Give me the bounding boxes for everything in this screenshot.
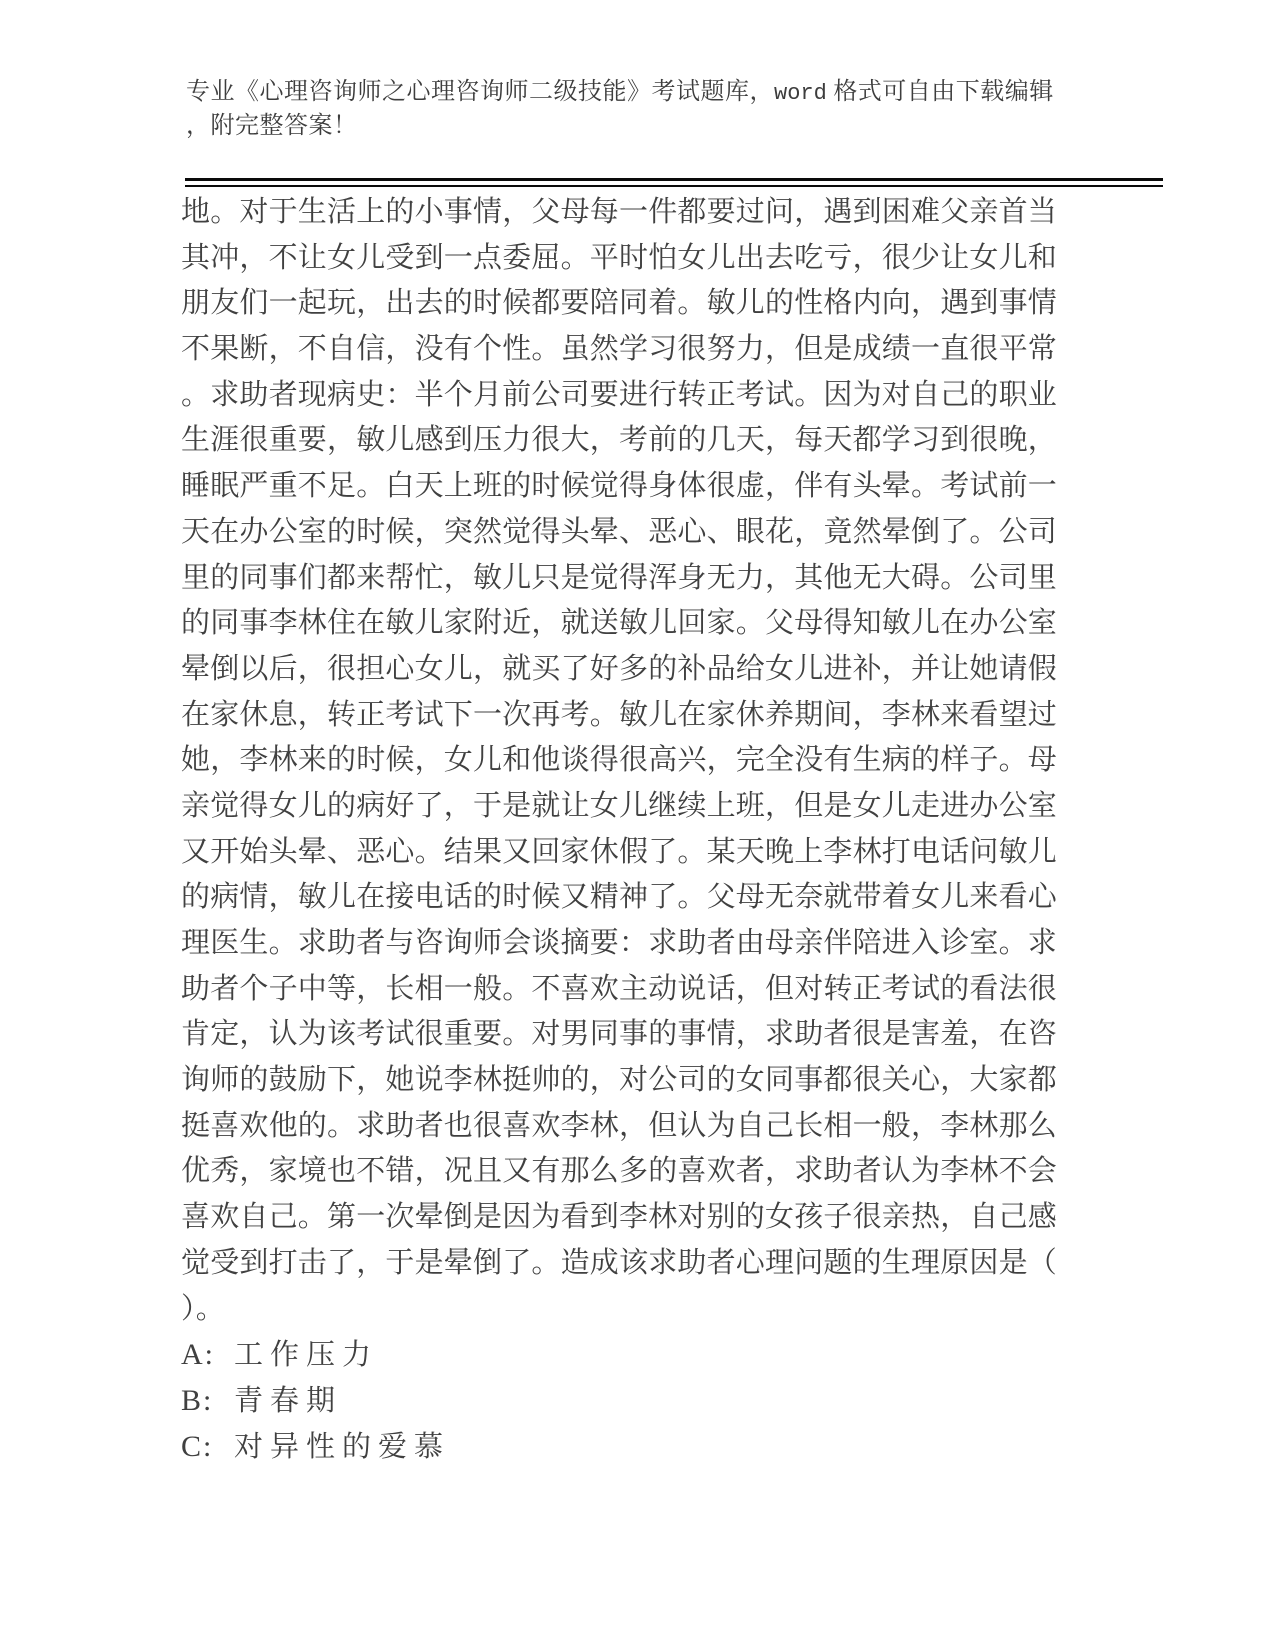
question-body-line: 她，李林来的时候，女儿和他谈得很高兴，完全没有生病的样子。母 <box>181 744 1058 777</box>
answer-option-b <box>181 1378 1065 1424</box>
option-text: 对异性的爱慕 <box>234 1430 451 1463</box>
option-letter-label: A: <box>181 1338 215 1372</box>
header-word-format-label: word <box>774 81 827 106</box>
header-separator-rule <box>185 178 1163 187</box>
question-body-line: 晕倒以后，很担心女儿，就买了好多的补品给女儿进补，并让她请假 <box>181 652 1058 685</box>
question-body-line: 不果断，不自信，没有个性。虽然学习很努力，但是成绩一直很平常 <box>181 333 1058 366</box>
question-body-line: 天在办公室的时候，突然觉得头晕、恶心、眼花，竟然晕倒了。公司 <box>181 515 1058 548</box>
answer-option-c <box>181 1424 1065 1470</box>
header-line-1 <box>186 76 1166 110</box>
question-body-line: 地。对于生活上的小事情，父母每一件都要过问，遇到困难父亲首当 <box>181 196 1058 228</box>
option-text: 青春期 <box>234 1384 343 1417</box>
question-body-line: 喜欢自己。第一次晕倒是因为看到李林对别的女孩子很亲热，自己感 <box>181 1201 1058 1234</box>
question-body-line: 挺喜欢他的。求助者也很喜欢李林，但认为自己长相一般，李林那么 <box>181 1109 1058 1142</box>
header-line-2: ，附完整答案！ <box>186 113 358 139</box>
question-body-line: 亲觉得女儿的病好了，于是就让女儿继续上班，但是女儿走进办公室 <box>181 789 1058 822</box>
question-body-line: 又开始头晕、恶心。结果又回家休假了。某天晚上李林打电话问敏儿 <box>181 835 1058 868</box>
page-header <box>186 76 1166 142</box>
question-body-line: 里的同事们都来帮忙，敏儿只是觉得浑身无力，其他无大碍。公司里 <box>181 561 1058 594</box>
option-letter-label: C: <box>181 1429 214 1463</box>
question-body-line: ）。 <box>181 1292 225 1325</box>
question-body-line: 觉受到打击了，于是晕倒了。造成该求助者心理问题的生理原因是（ <box>181 1246 1058 1279</box>
question-body-line: 在家休息，转正考试下一次再考。敏儿在家休养期间，李林来看望过 <box>181 698 1058 731</box>
header-title-suffix: 格式可自由下载编辑 <box>826 79 1054 105</box>
header-title-prefix: 专业《心理咨询师之心理咨询师二级技能》考试题库， <box>186 79 774 105</box>
question-body-line: 询师的鼓励下，她说李林挺帅的，对公司的女同事都很关心，大家都 <box>181 1064 1058 1097</box>
question-body-line: 优秀，家境也不错，况且又有那么多的喜欢者，求助者认为李林不会 <box>181 1155 1058 1188</box>
question-body-line: 。求助者现病史：半个月前公司要进行转正考试。因为对自己的职业 <box>181 378 1058 411</box>
question-text-block <box>181 190 1065 1469</box>
question-body-line: 的同事李林住在敏儿家附近，就送敏儿回家。父母得知敏儿在办公室 <box>181 607 1058 640</box>
question-body-line: 助者个子中等，长相一般。不喜欢主动说话，但对转正考试的看法很 <box>181 972 1058 1005</box>
question-body-line: 的病情，敏儿在接电话的时候又精神了。父母无奈就带着女儿来看心 <box>181 881 1058 914</box>
option-text: 工作压力 <box>234 1339 379 1372</box>
question-body-line: 其冲，不让女儿受到一点委屈。平时怕女儿出去吃亏，很少让女儿和 <box>181 241 1058 274</box>
question-body-line: 肯定，认为该考试很重要。对男同事的事情，求助者很是害羞，在咨 <box>181 1018 1058 1051</box>
question-body-line: 朋友们一起玩，出去的时候都要陪同着。敏儿的性格内向，遇到事情 <box>181 287 1058 320</box>
question-body-line: 生涯很重要，敏儿感到压力很大，考前的几天，每天都学习到很晚， <box>181 424 1058 457</box>
question-body-line: 理医生。求助者与咨询师会谈摘要：求助者由母亲伴陪进入诊室。求 <box>181 927 1058 959</box>
answer-option-a <box>181 1332 1065 1378</box>
question-body-line: 睡眠严重不足。白天上班的时候觉得身体很虚，伴有头晕。考试前一 <box>181 470 1058 503</box>
option-letter-label: B: <box>181 1383 214 1417</box>
